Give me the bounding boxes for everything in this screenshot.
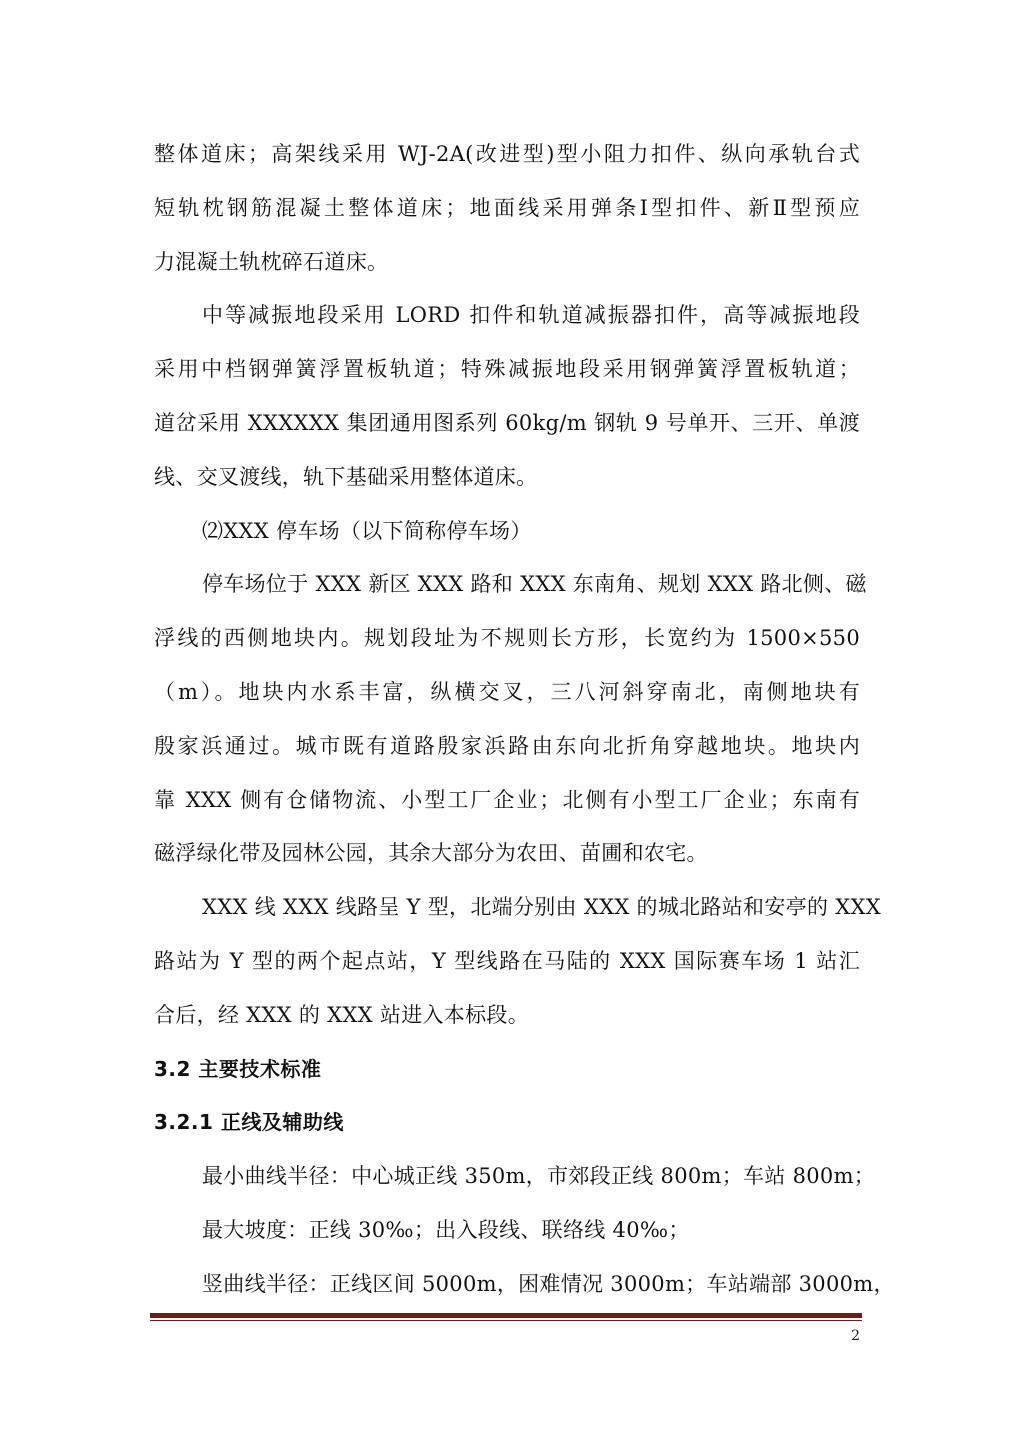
text-line: （m）。地块内水系丰富，纵横交叉，三八河斜穿南北，南侧地块有	[154, 679, 860, 704]
text-line: 短轨枕钢筋混凝土整体道床；地面线采用弹条Ⅰ型扣件、新Ⅱ型预应	[154, 195, 860, 220]
text-line: 整体道床；高架线采用 WJ-2A(改进型)型小阻力扣件、纵向承轨台式	[154, 142, 860, 166]
footer-rule	[150, 1313, 862, 1318]
footer-rule-thin	[150, 1320, 862, 1321]
text-line: 采用中档钢弹簧浮置板轨道；特殊减振地段采用钢弹簧浮置板轨道；	[154, 357, 860, 382]
paragraph-parking-title	[154, 505, 860, 559]
standard-item: 最大坡度：正线 30‰；出入段线、联络线 40‰；	[202, 1217, 690, 1242]
page-body	[154, 128, 895, 1312]
text-line: 合后，经 XXX 的 XXX 站进入本标段。	[154, 1002, 530, 1027]
standard-item: 竖曲线半径：正线区间 5000m，困难情况 3000m；车站端部 3000m，	[202, 1271, 895, 1296]
paragraph-track-bed	[154, 128, 860, 289]
text-line: 路站为 Y 型的两个起点站，Y 型线路在马陆的 XXX 国际赛车场 1 站汇	[154, 948, 860, 973]
text-line: 磁浮绿化带及园林公园，其余大部分为农田、苗圃和农宅。	[154, 841, 708, 866]
text-line: 殷家浜通过。城市既有道路殷家浜路由东向北折角穿越地块。地块内	[154, 733, 860, 758]
text-line: 力混凝土轨枕碎石道床。	[154, 249, 389, 274]
text-line: 道岔采用 XXXXXX 集团通用图系列 60kg/m 钢轨 9 号单开、三开、单渡	[154, 410, 860, 435]
paragraph-damping	[154, 289, 860, 504]
text-line: 浮线的西侧地块内。规划段址为不规则长方形，长宽约为 1500×550	[154, 626, 860, 651]
standards-list	[154, 1150, 895, 1311]
section-heading-3-2: 3.2 主要技术标准	[154, 1056, 322, 1081]
text-line: 靠 XXX 侧有仓储物流、小型工厂企业；北侧有小型工厂企业；东南有	[154, 787, 860, 812]
text-line: XXX 线 XXX 线路呈 Y 型，北端分别由 XXX 的城北路站和安亭的 XXX	[202, 895, 881, 920]
text-line: ⑵XXX 停车场（以下简称停车场）	[202, 518, 532, 543]
section-heading-3-2-1: 3.2.1 正线及辅助线	[154, 1110, 344, 1135]
standard-item: 最小曲线半径：中心城正线 350m，市郊段正线 800m；车站 800m；	[202, 1164, 876, 1189]
text-line: 中等减振地段采用 LORD 扣件和轨道减振器扣件，高等减振地段	[202, 303, 860, 328]
text-line: 线、交叉渡线，轨下基础采用整体道床。	[154, 464, 538, 489]
text-line: 停车场位于 XXX 新区 XXX 路和 XXX 东南角、规划 XXX 路北侧、磁	[202, 572, 867, 597]
page-number: 2	[851, 1328, 860, 1344]
paragraph-parking-location	[154, 558, 867, 881]
paragraph-line-route	[154, 881, 881, 1042]
